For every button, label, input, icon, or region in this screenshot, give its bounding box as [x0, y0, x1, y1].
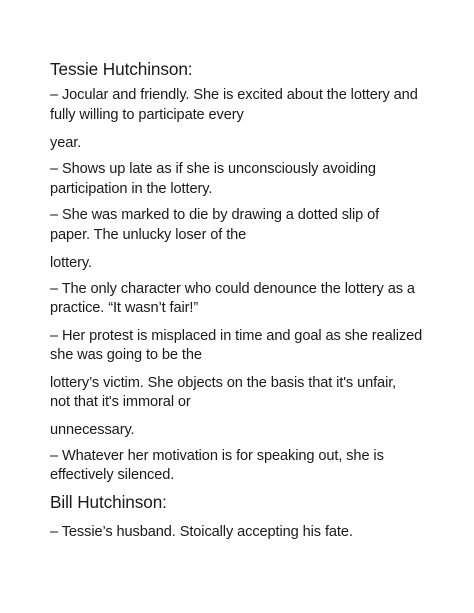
paragraph-line: – Shows up late as if she is unconsciously avoiding [50, 161, 376, 177]
paragraph-line: paper. The unlucky loser of the [50, 227, 247, 243]
paragraph-line: lottery. [50, 255, 92, 271]
paragraph-line: effectively silenced. [50, 467, 175, 483]
paragraph-line: – The only character who could denounce the lottery as a [50, 281, 415, 297]
paragraph-line: not that it's immoral or [50, 394, 191, 410]
paragraph-line: – Tessie’s husband. Stoically accepting his fate. [50, 524, 353, 540]
heading-tessie-hutchinson: Tessie Hutchinson: [50, 59, 193, 79]
paragraph-line: practice. “It wasn’t fair!” [50, 300, 199, 316]
paragraph-line: year. [50, 135, 82, 151]
paragraph-line: – She was marked to die by drawing a dotted slip of [50, 207, 380, 223]
paragraph-line: she was going to be the [50, 347, 202, 363]
paragraph-line: fully willing to participate every [50, 107, 244, 123]
heading-bill-hutchinson: Bill Hutchinson: [50, 492, 167, 512]
paragraph-line: unnecessary. [50, 422, 135, 438]
paragraph-line: – Her protest is misplaced in time and goal as she realized [50, 328, 423, 344]
paragraph-line: – Jocular and friendly. She is excited about the lottery and [50, 87, 418, 103]
paragraph-line: lottery’s victim. She objects on the basis that it's unfair, [50, 375, 397, 391]
paragraph-line: – Whatever her motivation is for speaking out, she is [50, 448, 384, 464]
paragraph-line: participation in the lottery. [50, 181, 213, 197]
